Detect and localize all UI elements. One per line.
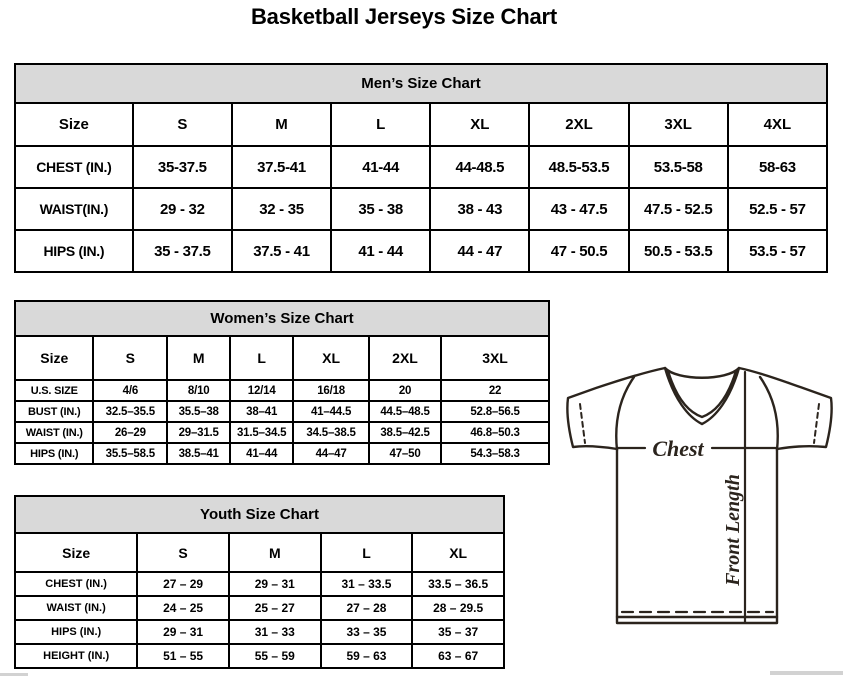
size-value-cell: 48.5-53.5 (529, 146, 628, 188)
table-row (15, 380, 549, 401)
size-value-cell: 58-63 (728, 146, 827, 188)
size-value-cell: 29 - 32 (133, 188, 232, 230)
size-value-cell: 52.5 - 57 (728, 188, 827, 230)
size-value-cell: 29 – 31 (229, 572, 321, 596)
size-value-cell: 44-48.5 (430, 146, 529, 188)
size-value-cell: 37.5-41 (232, 146, 331, 188)
size-value-cell: 47 - 50.5 (529, 230, 628, 272)
row-label: BUST (IN.) (15, 401, 93, 422)
size-value-cell: 47.5 - 52.5 (629, 188, 728, 230)
column-header: Size (15, 336, 93, 380)
size-value-cell: 41 - 44 (331, 230, 430, 272)
row-label: CHEST (IN.) (15, 572, 137, 596)
column-header: XL (293, 336, 369, 380)
table-row (15, 401, 549, 422)
size-value-cell: 44.5–48.5 (369, 401, 441, 422)
column-header: 4XL (728, 103, 827, 146)
size-value-cell: 22 (441, 380, 549, 401)
column-header: S (93, 336, 167, 380)
column-header: Size (15, 533, 137, 572)
size-value-cell: 28 – 29.5 (412, 596, 504, 620)
size-value-cell: 32.5–35.5 (93, 401, 167, 422)
chest-label: Chest (652, 436, 704, 461)
collar-back-curve (665, 368, 739, 378)
table-row (15, 230, 827, 272)
size-value-cell: 27 – 28 (321, 596, 413, 620)
size-value-cell: 34.5–38.5 (293, 422, 369, 443)
column-header: 3XL (629, 103, 728, 146)
row-label: WAIST (IN.) (15, 422, 93, 443)
size-value-cell: 51 – 55 (137, 644, 229, 668)
size-value-cell: 25 – 27 (229, 596, 321, 620)
column-header: XL (412, 533, 504, 572)
column-header: L (321, 533, 413, 572)
column-header: Size (15, 103, 133, 146)
row-label: WAIST (IN.) (15, 596, 137, 620)
size-value-cell: 38.5–41 (167, 443, 230, 464)
column-header: S (137, 533, 229, 572)
row-label: CHEST (IN.) (15, 146, 133, 188)
column-header: M (167, 336, 230, 380)
size-value-cell: 35 - 37.5 (133, 230, 232, 272)
table-row (15, 422, 549, 443)
header-row (15, 533, 504, 572)
size-value-cell: 12/14 (230, 380, 293, 401)
column-header: M (232, 103, 331, 146)
size-value-cell: 32 - 35 (232, 188, 331, 230)
row-label: HIPS (IN.) (15, 443, 93, 464)
column-header: S (133, 103, 232, 146)
row-label: HIPS (IN.) (15, 230, 133, 272)
size-value-cell: 53.5-58 (629, 146, 728, 188)
column-header: 3XL (441, 336, 549, 380)
table-row (15, 620, 504, 644)
table-title-row (15, 301, 549, 336)
size-value-cell: 26–29 (93, 422, 167, 443)
page-title: Basketball Jerseys Size Chart (250, 4, 558, 29)
size-value-cell: 27 – 29 (137, 572, 229, 596)
table-title: Women’s Size Chart (15, 301, 549, 336)
column-header: L (331, 103, 430, 146)
row-label: HIPS (IN.) (15, 620, 137, 644)
column-header: L (230, 336, 293, 380)
size-value-cell: 38 - 43 (430, 188, 529, 230)
size-value-cell: 41–44 (230, 443, 293, 464)
column-header: M (229, 533, 321, 572)
jersey-measurement-diagram (556, 361, 843, 678)
column-header: 2XL (369, 336, 441, 380)
size-value-cell: 8/10 (167, 380, 230, 401)
table-row (15, 572, 504, 596)
size-value-cell: 38–41 (230, 401, 293, 422)
size-value-cell: 43 - 47.5 (529, 188, 628, 230)
size-value-cell: 55 – 59 (229, 644, 321, 668)
jersey-outline-drawing (556, 361, 843, 678)
header-row (15, 336, 549, 380)
size-value-cell: 35 – 37 (412, 620, 504, 644)
size-value-cell: 35 - 38 (331, 188, 430, 230)
jersey-body-outline (567, 368, 831, 623)
crop-artifact-left (0, 673, 28, 676)
front-length-label: Front Length (722, 474, 744, 586)
table-title: Youth Size Chart (15, 496, 504, 533)
size-value-cell: 24 – 25 (137, 596, 229, 620)
size-value-cell: 31.5–34.5 (230, 422, 293, 443)
size-value-cell: 50.5 - 53.5 (629, 230, 728, 272)
table-row (15, 596, 504, 620)
header-row (15, 103, 827, 146)
row-label: WAIST(IN.) (15, 188, 133, 230)
size-value-cell: 4/6 (93, 380, 167, 401)
table-title-row (15, 64, 827, 103)
size-value-cell: 38.5–42.5 (369, 422, 441, 443)
size-value-cell: 63 – 67 (412, 644, 504, 668)
table-row (15, 146, 827, 188)
size-value-cell: 35-37.5 (133, 146, 232, 188)
size-value-cell: 44 - 47 (430, 230, 529, 272)
mens-size-chart-table (14, 63, 828, 273)
size-value-cell: 29–31.5 (167, 422, 230, 443)
size-value-cell: 59 – 63 (321, 644, 413, 668)
table-row (15, 644, 504, 668)
size-value-cell: 31 – 33 (229, 620, 321, 644)
size-value-cell: 54.3–58.3 (441, 443, 549, 464)
size-value-cell: 41-44 (331, 146, 430, 188)
table-row (15, 188, 827, 230)
row-label: U.S. SIZE (15, 380, 93, 401)
size-value-cell: 47–50 (369, 443, 441, 464)
youth-size-chart-table (14, 495, 505, 669)
column-header: 2XL (529, 103, 628, 146)
column-header: XL (430, 103, 529, 146)
size-value-cell: 20 (369, 380, 441, 401)
size-value-cell: 44–47 (293, 443, 369, 464)
size-value-cell: 16/18 (293, 380, 369, 401)
size-value-cell: 53.5 - 57 (728, 230, 827, 272)
size-value-cell: 29 – 31 (137, 620, 229, 644)
size-value-cell: 37.5 - 41 (232, 230, 331, 272)
table-row (15, 443, 549, 464)
crop-artifact-right (770, 671, 843, 675)
size-value-cell: 31 – 33.5 (321, 572, 413, 596)
table-title: Men’s Size Chart (15, 64, 827, 103)
size-value-cell: 33 – 35 (321, 620, 413, 644)
size-value-cell: 46.8–50.3 (441, 422, 549, 443)
row-label: HEIGHT (IN.) (15, 644, 137, 668)
womens-size-chart-table (14, 300, 550, 465)
size-value-cell: 33.5 – 36.5 (412, 572, 504, 596)
size-value-cell: 41–44.5 (293, 401, 369, 422)
size-value-cell: 35.5–38 (167, 401, 230, 422)
size-value-cell: 52.8–56.5 (441, 401, 549, 422)
size-value-cell: 35.5–58.5 (93, 443, 167, 464)
table-title-row (15, 496, 504, 533)
